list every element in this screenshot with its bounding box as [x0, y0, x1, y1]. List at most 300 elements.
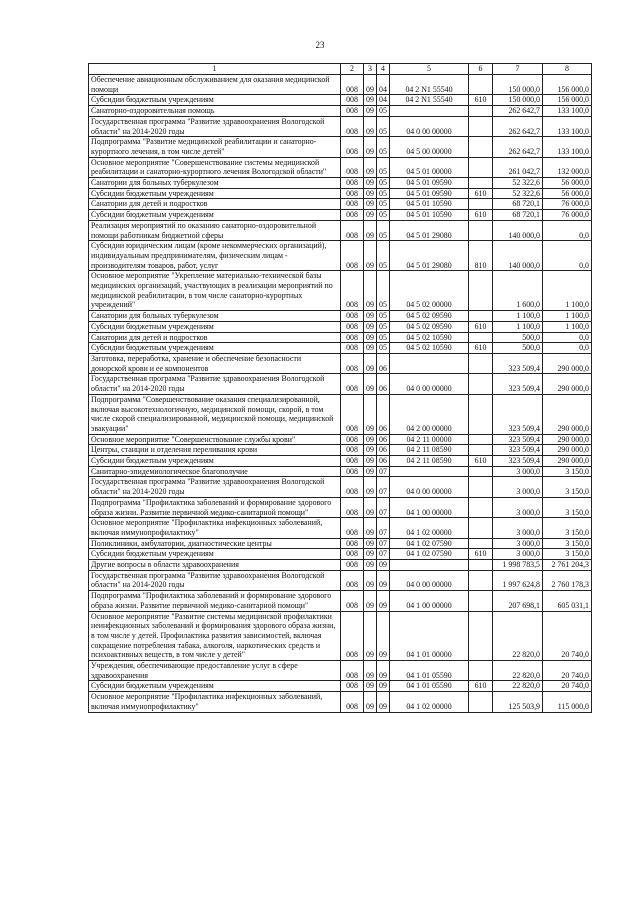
table-row: [89, 445, 592, 456]
row-name-cell: Государственная программа "Развитие здравоохранения Вологодской области" на 2014-2020 годы: [89, 374, 341, 394]
gov-code-cell: 008: [341, 210, 364, 221]
subsection-cell: 04: [377, 95, 390, 106]
expense-type-cell: [469, 157, 493, 177]
amount-2020-cell: 3 150,0: [543, 549, 592, 560]
gov-code-cell: 008: [341, 199, 364, 210]
amount-2020-cell: 290 000,0: [543, 374, 592, 394]
expense-type-cell: [469, 466, 493, 477]
subsection-cell: 05: [377, 241, 390, 271]
amount-2019-cell: 262 642,7: [493, 137, 543, 157]
row-name-cell: Государственная программа "Развитие здравоохранения Вологодской области" на 2014-2020 годы: [89, 477, 341, 497]
amount-2020-cell: 20 740,0: [543, 611, 592, 661]
expense-type-cell: [469, 353, 493, 373]
budget-table: [88, 63, 592, 713]
row-name-cell: Подпрограмма "Развитие медицинской реабилитации и санаторно-курортного лечения, в том числе детей": [89, 137, 341, 157]
amount-2019-cell: 22 820,0: [493, 681, 543, 692]
target-article-cell: 04 2 00 00000: [390, 394, 469, 434]
section-cell: 09: [364, 332, 377, 343]
amount-2019-cell: 150 000,0: [493, 75, 543, 95]
row-name-cell: Государственная программа "Развитие здравоохранения Вологодской области" на 2014-2020 годы: [89, 116, 341, 136]
row-name-cell: Основное мероприятие "Развитие системы медицинской профилактики неинфекционных заболеваний и формирования здорового образа жизни, в том числе у детей. Профилактика развития зависимостей, включая сокращение потребления табака, алкоголя, наркотических средств и психоактивных веществ, в том числе у детей": [89, 611, 341, 661]
amount-2020-cell: 20 740,0: [543, 661, 592, 681]
target-article-cell: 04 1 01 05590: [390, 681, 469, 692]
expense-type-cell: [469, 199, 493, 210]
expense-type-cell: [469, 106, 493, 117]
header-row: [89, 64, 592, 75]
table-header: [89, 64, 592, 75]
gov-code-cell: 008: [341, 497, 364, 517]
table-row: [89, 332, 592, 343]
section-cell: 09: [364, 188, 377, 199]
table-row: [89, 116, 592, 136]
amount-2019-cell: 52 322,6: [493, 188, 543, 199]
table-row: [89, 434, 592, 445]
expense-type-cell: [469, 591, 493, 611]
row-name-cell: Санатории для детей и подростков: [89, 199, 341, 210]
gov-code-cell: 008: [341, 692, 364, 712]
table-row: [89, 466, 592, 477]
section-cell: 09: [364, 681, 377, 692]
amount-2020-cell: 56 000,0: [543, 188, 592, 199]
amount-2019-cell: 52 322,6: [493, 178, 543, 189]
amount-2019-cell: 3 000,0: [493, 497, 543, 517]
table-row: [89, 95, 592, 106]
row-name-cell: Основное мероприятие "Совершенствование системы медицинской реабилитации и санаторно-курортного лечения Вологодской области": [89, 157, 341, 177]
amount-2019-cell: 3 000,0: [493, 518, 543, 538]
subsection-cell: 05: [377, 343, 390, 354]
target-article-cell: 04 5 02 10590: [390, 343, 469, 354]
target-article-cell: 04 5 01 29080: [390, 241, 469, 271]
subsection-cell: 07: [377, 538, 390, 549]
amount-2020-cell: 0,0: [543, 241, 592, 271]
table-row: [89, 178, 592, 189]
section-cell: 09: [364, 434, 377, 445]
table-row: [89, 137, 592, 157]
amount-2020-cell: 605 031,1: [543, 591, 592, 611]
subsection-cell: 05: [377, 321, 390, 332]
target-article-cell: 04 1 00 00000: [390, 591, 469, 611]
gov-code-cell: 008: [341, 343, 364, 354]
expense-type-cell: [469, 518, 493, 538]
subsection-cell: 06: [377, 456, 390, 467]
amount-2020-cell: 156 000,0: [543, 95, 592, 106]
amount-2020-cell: 290 000,0: [543, 434, 592, 445]
gov-code-cell: 008: [341, 591, 364, 611]
table-row: [89, 549, 592, 560]
column-header: 8: [543, 64, 592, 75]
amount-2019-cell: 3 000,0: [493, 477, 543, 497]
column-header: 6: [469, 64, 493, 75]
amount-2020-cell: 133 100,0: [543, 116, 592, 136]
table-row: [89, 220, 592, 240]
amount-2020-cell: 0,0: [543, 343, 592, 354]
amount-2020-cell: 20 740,0: [543, 681, 592, 692]
expense-type-cell: 610: [469, 456, 493, 467]
section-cell: 09: [364, 394, 377, 434]
row-name-cell: Основное мероприятие "Совершенствование службы крови": [89, 434, 341, 445]
gov-code-cell: 008: [341, 434, 364, 445]
subsection-cell: 06: [377, 434, 390, 445]
subsection-cell: 05: [377, 188, 390, 199]
table-row: [89, 560, 592, 571]
target-article-cell: 04 0 00 00000: [390, 374, 469, 394]
amount-2019-cell: 150 000,0: [493, 95, 543, 106]
section-cell: 09: [364, 538, 377, 549]
gov-code-cell: 008: [341, 106, 364, 117]
section-cell: 09: [364, 178, 377, 189]
expense-type-cell: [469, 178, 493, 189]
column-header: 7: [493, 64, 543, 75]
expense-type-cell: [469, 271, 493, 311]
target-article-cell: 04 5 01 00000: [390, 157, 469, 177]
subsection-cell: 05: [377, 210, 390, 221]
gov-code-cell: 008: [341, 311, 364, 322]
row-name-cell: Субсидии бюджетным учреждениям: [89, 95, 341, 106]
subsection-cell: 06: [377, 353, 390, 373]
expense-type-cell: 610: [469, 210, 493, 221]
amount-2020-cell: 1 100,0: [543, 271, 592, 311]
target-article-cell: [390, 560, 469, 571]
table-row: [89, 188, 592, 199]
gov-code-cell: 008: [341, 188, 364, 199]
gov-code-cell: 008: [341, 466, 364, 477]
expense-type-cell: [469, 692, 493, 712]
row-name-cell: Обеспечение авиационным обслуживанием для оказания медицинской помощи: [89, 75, 341, 95]
expense-type-cell: 610: [469, 343, 493, 354]
gov-code-cell: 008: [341, 445, 364, 456]
amount-2019-cell: 140 000,0: [493, 241, 543, 271]
section-cell: 09: [364, 560, 377, 571]
target-article-cell: 04 5 01 29080: [390, 220, 469, 240]
table-row: [89, 199, 592, 210]
table-row: [89, 497, 592, 517]
table-row: [89, 394, 592, 434]
gov-code-cell: 008: [341, 611, 364, 661]
section-cell: 09: [364, 477, 377, 497]
table-row: [89, 271, 592, 311]
section-cell: 09: [364, 466, 377, 477]
section-cell: 09: [364, 518, 377, 538]
amount-2020-cell: 0,0: [543, 220, 592, 240]
amount-2020-cell: 1 100,0: [543, 321, 592, 332]
amount-2019-cell: 68 720,1: [493, 210, 543, 221]
row-name-cell: Субсидии бюджетным учреждениям: [89, 321, 341, 332]
amount-2019-cell: 323 509,4: [493, 456, 543, 467]
target-article-cell: 04 2 11 00000: [390, 434, 469, 445]
amount-2019-cell: 1 998 783,5: [493, 560, 543, 571]
section-cell: 09: [364, 95, 377, 106]
subsection-cell: 05: [377, 116, 390, 136]
target-article-cell: 04 5 01 10590: [390, 210, 469, 221]
gov-code-cell: 008: [341, 241, 364, 271]
amount-2020-cell: 290 000,0: [543, 394, 592, 434]
table-row: [89, 106, 592, 117]
gov-code-cell: 008: [341, 178, 364, 189]
column-header: 3: [364, 64, 377, 75]
section-cell: 09: [364, 661, 377, 681]
table-row: [89, 518, 592, 538]
target-article-cell: 04 1 02 07590: [390, 549, 469, 560]
expense-type-cell: [469, 332, 493, 343]
section-cell: 09: [364, 692, 377, 712]
section-cell: 09: [364, 210, 377, 221]
gov-code-cell: 008: [341, 518, 364, 538]
amount-2020-cell: 76 000,0: [543, 199, 592, 210]
target-article-cell: 04 5 00 00000: [390, 137, 469, 157]
row-name-cell: Субсидии бюджетным учреждениям: [89, 681, 341, 692]
subsection-cell: 09: [377, 692, 390, 712]
expense-type-cell: 610: [469, 95, 493, 106]
gov-code-cell: 008: [341, 116, 364, 136]
subsection-cell: 05: [377, 106, 390, 117]
gov-code-cell: 008: [341, 353, 364, 373]
subsection-cell: 05: [377, 311, 390, 322]
table-row: [89, 591, 592, 611]
target-article-cell: [390, 353, 469, 373]
subsection-cell: 05: [377, 178, 390, 189]
gov-code-cell: 008: [341, 137, 364, 157]
table-row: [89, 681, 592, 692]
row-name-cell: Реализация мероприятий по оказанию санаторно-оздоровительной помощи работникам бюджетной сферы: [89, 220, 341, 240]
row-name-cell: Субсидии бюджетным учреждениям: [89, 188, 341, 199]
table-row: [89, 611, 592, 661]
gov-code-cell: 008: [341, 681, 364, 692]
amount-2020-cell: 133 100,0: [543, 106, 592, 117]
column-header: 2: [341, 64, 364, 75]
expense-type-cell: 610: [469, 681, 493, 692]
gov-code-cell: 008: [341, 157, 364, 177]
row-name-cell: Учреждения, обеспечивающие предоставление услуг в сфере здравоохранения: [89, 661, 341, 681]
section-cell: 09: [364, 456, 377, 467]
target-article-cell: [390, 466, 469, 477]
subsection-cell: 09: [377, 560, 390, 571]
subsection-cell: 09: [377, 661, 390, 681]
amount-2020-cell: 3 150,0: [543, 538, 592, 549]
subsection-cell: 05: [377, 157, 390, 177]
gov-code-cell: 008: [341, 374, 364, 394]
row-name-cell: Основное мероприятие "Профилактика инфекционных заболеваний, включая иммунопрофилактику": [89, 518, 341, 538]
subsection-cell: 09: [377, 591, 390, 611]
subsection-cell: 06: [377, 394, 390, 434]
expense-type-cell: 810: [469, 241, 493, 271]
amount-2019-cell: 323 509,4: [493, 394, 543, 434]
section-cell: 09: [364, 137, 377, 157]
expense-type-cell: [469, 560, 493, 571]
expense-type-cell: [469, 538, 493, 549]
target-article-cell: 04 1 02 00000: [390, 692, 469, 712]
gov-code-cell: 008: [341, 321, 364, 332]
amount-2019-cell: 68 720,1: [493, 199, 543, 210]
row-name-cell: Субсидии бюджетным учреждениям: [89, 210, 341, 221]
amount-2020-cell: 156 000,0: [543, 75, 592, 95]
row-name-cell: Санаторно-оздоровительная помощь: [89, 106, 341, 117]
table-row: [89, 570, 592, 590]
target-article-cell: 04 0 00 00000: [390, 477, 469, 497]
amount-2020-cell: 2 761 204,3: [543, 560, 592, 571]
table-body: [89, 75, 592, 713]
table-row: [89, 157, 592, 177]
amount-2020-cell: 56 000,0: [543, 178, 592, 189]
target-article-cell: 04 0 00 00000: [390, 570, 469, 590]
section-cell: 09: [364, 157, 377, 177]
amount-2019-cell: 3 000,0: [493, 549, 543, 560]
section-cell: 09: [364, 353, 377, 373]
table-row: [89, 374, 592, 394]
amount-2019-cell: 323 509,4: [493, 353, 543, 373]
amount-2019-cell: 323 509,4: [493, 445, 543, 456]
row-name-cell: Государственная программа "Развитие здравоохранения Вологодской области" на 2014-2020 годы: [89, 570, 341, 590]
gov-code-cell: 008: [341, 538, 364, 549]
subsection-cell: 09: [377, 611, 390, 661]
row-name-cell: Субсидии бюджетным учреждениям: [89, 456, 341, 467]
section-cell: 09: [364, 570, 377, 590]
gov-code-cell: 008: [341, 560, 364, 571]
section-cell: 09: [364, 611, 377, 661]
section-cell: 09: [364, 321, 377, 332]
expense-type-cell: [469, 477, 493, 497]
row-name-cell: Подпрограмма "Профилактика заболеваний и формирование здорового образа жизни. Развитие первичной медико-санитарной помощи": [89, 497, 341, 517]
gov-code-cell: 008: [341, 477, 364, 497]
target-article-cell: [390, 106, 469, 117]
section-cell: 09: [364, 75, 377, 95]
section-cell: 09: [364, 374, 377, 394]
amount-2020-cell: 0,0: [543, 332, 592, 343]
subsection-cell: 07: [377, 549, 390, 560]
subsection-cell: 06: [377, 374, 390, 394]
subsection-cell: 07: [377, 518, 390, 538]
amount-2020-cell: 1 100,0: [543, 311, 592, 322]
amount-2019-cell: 261 042,7: [493, 157, 543, 177]
amount-2019-cell: 500,0: [493, 332, 543, 343]
gov-code-cell: 008: [341, 394, 364, 434]
page-number: 23: [315, 40, 325, 50]
amount-2020-cell: 3 150,0: [543, 497, 592, 517]
gov-code-cell: 008: [341, 95, 364, 106]
expense-type-cell: 610: [469, 549, 493, 560]
subsection-cell: 05: [377, 271, 390, 311]
table-row: [89, 241, 592, 271]
expense-type-cell: [469, 374, 493, 394]
gov-code-cell: 008: [341, 456, 364, 467]
row-name-cell: Подпрограмма "Совершенствование оказания специализированной, включая высокотехнологичную, медицинской помощи, скорой, в том числе скорой специализированной, медицинской помощи, медицинской эвакуации": [89, 394, 341, 434]
gov-code-cell: 008: [341, 271, 364, 311]
table-row: [89, 353, 592, 373]
subsection-cell: 05: [377, 332, 390, 343]
table-row: [89, 210, 592, 221]
amount-2019-cell: 500,0: [493, 343, 543, 354]
target-article-cell: 04 1 00 00000: [390, 497, 469, 517]
amount-2019-cell: 323 509,4: [493, 434, 543, 445]
amount-2020-cell: 76 000,0: [543, 210, 592, 221]
subsection-cell: 07: [377, 477, 390, 497]
table-row: [89, 321, 592, 332]
expense-type-cell: [469, 220, 493, 240]
amount-2019-cell: 262 642,7: [493, 106, 543, 117]
amount-2019-cell: 1 100,0: [493, 321, 543, 332]
gov-code-cell: 008: [341, 332, 364, 343]
table-row: [89, 692, 592, 712]
column-header: 4: [377, 64, 390, 75]
row-name-cell: Центры, станции и отделения переливания крови: [89, 445, 341, 456]
expense-type-cell: [469, 434, 493, 445]
section-cell: 09: [364, 497, 377, 517]
expense-type-cell: [469, 75, 493, 95]
subsection-cell: 05: [377, 199, 390, 210]
amount-2019-cell: 140 000,0: [493, 220, 543, 240]
amount-2019-cell: 3 000,0: [493, 538, 543, 549]
target-article-cell: 04 5 02 09590: [390, 321, 469, 332]
target-article-cell: 04 5 01 10590: [390, 199, 469, 210]
expense-type-cell: 610: [469, 188, 493, 199]
gov-code-cell: 008: [341, 661, 364, 681]
amount-2020-cell: 115 000,0: [543, 692, 592, 712]
target-article-cell: 04 2 N1 55540: [390, 95, 469, 106]
amount-2020-cell: 3 150,0: [543, 466, 592, 477]
row-name-cell: Субсидии бюджетным учреждениям: [89, 549, 341, 560]
table-row: [89, 477, 592, 497]
amount-2019-cell: 125 503,9: [493, 692, 543, 712]
target-article-cell: 04 2 11 08590: [390, 445, 469, 456]
row-name-cell: Подпрограмма "Профилактика заболеваний и формирование здорового образа жизни. Развитие первичной медико-санитарной помощи": [89, 591, 341, 611]
expense-type-cell: [469, 116, 493, 136]
row-name-cell: Санитарно-эпидемиологическое благополучие: [89, 466, 341, 477]
section-cell: 09: [364, 220, 377, 240]
expense-type-cell: 610: [469, 321, 493, 332]
target-article-cell: 04 5 02 00000: [390, 271, 469, 311]
section-cell: 09: [364, 199, 377, 210]
row-name-cell: Санатории для больных туберкулезом: [89, 178, 341, 189]
section-cell: 09: [364, 311, 377, 322]
row-name-cell: Санатории для больных туберкулезом: [89, 311, 341, 322]
gov-code-cell: 008: [341, 75, 364, 95]
section-cell: 09: [364, 241, 377, 271]
amount-2020-cell: 3 150,0: [543, 518, 592, 538]
target-article-cell: 04 0 00 00000: [390, 116, 469, 136]
subsection-cell: 06: [377, 445, 390, 456]
expense-type-cell: [469, 497, 493, 517]
target-article-cell: 04 1 02 07590: [390, 538, 469, 549]
amount-2020-cell: 290 000,0: [543, 445, 592, 456]
table-row: [89, 311, 592, 322]
section-cell: 09: [364, 343, 377, 354]
target-article-cell: 04 5 02 10590: [390, 332, 469, 343]
column-header: 5: [390, 64, 469, 75]
target-article-cell: 04 5 01 09590: [390, 188, 469, 199]
target-article-cell: 04 1 01 00000: [390, 611, 469, 661]
target-article-cell: 04 2 11 08590: [390, 456, 469, 467]
row-name-cell: Основное мероприятие "Укрепление материально-технической базы медицинских организаций, участвующих в реализации мероприятий по медицинской реабилитации, в том числе санаторно-курортных учреждений": [89, 271, 341, 311]
table-row: [89, 75, 592, 95]
amount-2019-cell: 1 100,0: [493, 311, 543, 322]
section-cell: 09: [364, 116, 377, 136]
row-name-cell: Субсидии юридическим лицам (кроме некоммерческих организаций), индивидуальным предпринимателям, физическим лицам - производителям товаров, работ, услуг: [89, 241, 341, 271]
expense-type-cell: [469, 394, 493, 434]
expense-type-cell: [469, 611, 493, 661]
amount-2019-cell: 3 000,0: [493, 466, 543, 477]
section-cell: 09: [364, 591, 377, 611]
row-name-cell: Другие вопросы в области здравоохранения: [89, 560, 341, 571]
amount-2020-cell: 290 000,0: [543, 353, 592, 373]
target-article-cell: 04 2 N1 55540: [390, 75, 469, 95]
amount-2020-cell: 2 760 178,3: [543, 570, 592, 590]
section-cell: 09: [364, 549, 377, 560]
gov-code-cell: 008: [341, 220, 364, 240]
expense-type-cell: [469, 570, 493, 590]
expense-type-cell: [469, 661, 493, 681]
table-row: [89, 456, 592, 467]
subsection-cell: 07: [377, 466, 390, 477]
amount-2019-cell: 22 820,0: [493, 611, 543, 661]
